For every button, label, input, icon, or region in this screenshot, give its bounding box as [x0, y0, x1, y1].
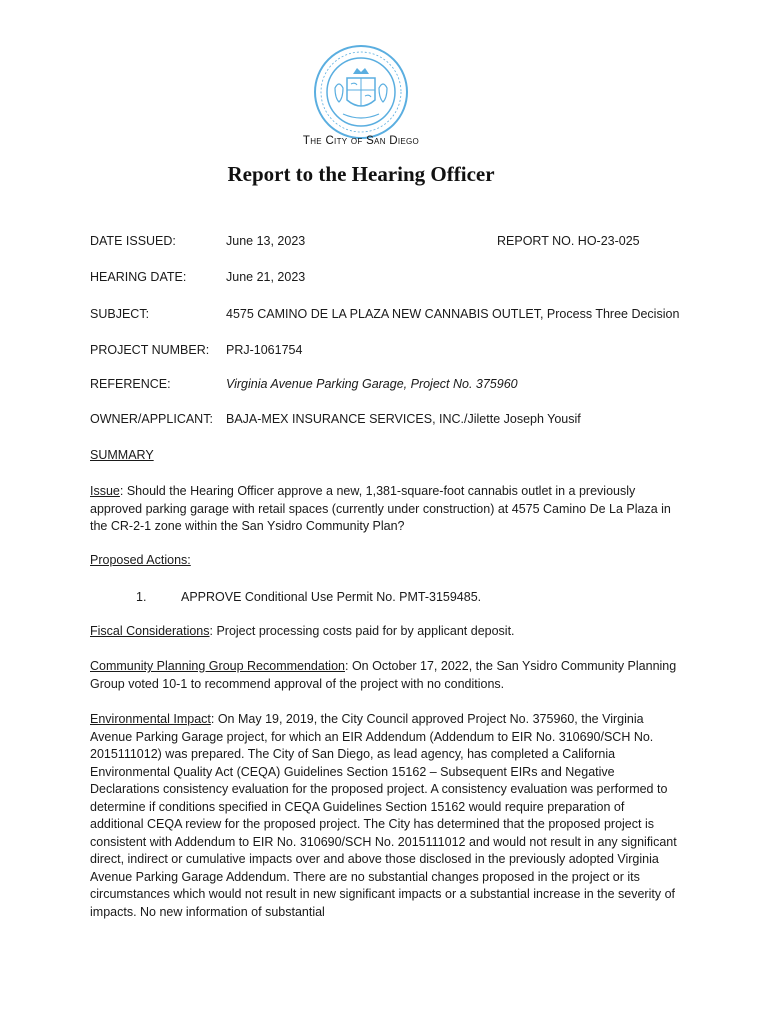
- fiscal-text: : Project processing costs paid for by applicant deposit.: [209, 624, 515, 638]
- city-seal-icon: [313, 44, 409, 140]
- action-text: APPROVE Conditional Use Permit No. PMT-3159485.: [181, 590, 482, 604]
- field-label: OWNER/APPLICANT:: [90, 412, 213, 426]
- summary-heading: SUMMARY: [90, 448, 154, 462]
- report-title: Report to the Hearing Officer: [227, 162, 495, 186]
- field-value: PRJ-1061754: [226, 343, 303, 357]
- cpg-paragraph: [90, 658, 680, 693]
- fiscal-paragraph: [90, 623, 680, 641]
- proposed-actions-heading: Proposed Actions:: [90, 553, 191, 567]
- field-label: REFERENCE:: [90, 377, 171, 391]
- env-label: Environmental Impact: [90, 712, 211, 726]
- field-value: BAJA-MEX INSURANCE SERVICES, INC./Jilette Joseph Yousif: [226, 412, 581, 426]
- report-number: REPORT NO. HO-23-025: [497, 234, 640, 248]
- cpg-text: : On October 17, 2022, the San Ysidro Community Planning Group voted 10-1 to recommend approval of the project with no conditions.: [90, 659, 677, 691]
- environmental-paragraph: [90, 711, 680, 921]
- field-value: Virginia Avenue Parking Garage, Project No. 375960: [226, 377, 518, 391]
- cpg-label: Community Planning Group Recommendation: [90, 659, 345, 673]
- field-value: 4575 CAMINO DE LA PLAZA NEW CANNABIS OUTLET, Process Three Decision: [226, 307, 680, 321]
- field-label: DATE ISSUED:: [90, 234, 176, 248]
- issue-paragraph: [90, 483, 680, 536]
- field-value: June 21, 2023: [226, 270, 306, 284]
- field-label: PROJECT NUMBER:: [90, 343, 210, 357]
- issue-label: Issue: [90, 484, 120, 498]
- field-label: HEARING DATE:: [90, 270, 187, 284]
- city-name: The City of San Diego: [302, 135, 420, 147]
- env-text: : On May 19, 2019, the City Council approved Project No. 375960, the Virginia Avenue Parking Garage project, for which an EIR Addendum (Addendum to EIR No. 310690/SCH No. 2015111012) was prepared. The City of San Diego, as lead agency, has completed a California Environmental Quality Act (CEQA) Guidelines Section 15162 – Subsequent EIRs and Negative Declarations consistency evaluation for the proposed project. A consistency evaluation was performed to determine if conditions specified in CEQA Guidelines Section 15162 would require preparation of additional CEQA review for the proposed project. The City has determined that the proposed project is consistent with Addendum to EIR No. 310690/SCH No. 2015111012 and would not result in any significant direct, indirect or cumulative impacts over and above those disclosed in the previously adopted Virginia Avenue Parking Garage Addendum. There are no substantial changes proposed in the project or its circumstances which would not result in new significant impacts or a substantial increase in the severity of impacts. No new information of substantial: [90, 712, 677, 919]
- issue-text: : Should the Hearing Officer approve a new, 1,381-square-foot cannabis outlet in a previously approved parking garage with retail spaces (currently under construction) at 4575 Camino De La Plaza in the CR-2-1 zone within the San Ysidro Community Plan?: [90, 484, 671, 533]
- fiscal-label: Fiscal Considerations: [90, 624, 210, 638]
- field-value: June 13, 2023: [226, 234, 306, 248]
- field-label: SUBJECT:: [90, 307, 150, 321]
- action-number: 1.: [136, 590, 147, 604]
